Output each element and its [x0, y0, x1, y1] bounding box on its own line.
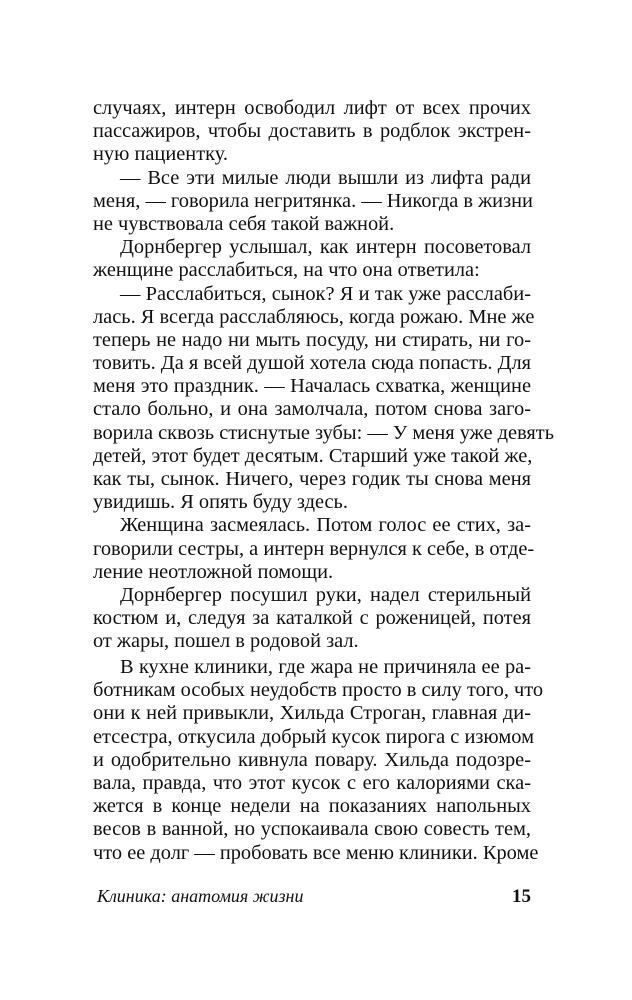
- text-line: стало больно, и она замолчала, потом снова заго-: [93, 398, 531, 421]
- text-line: они к ней привыкли, Хильда Строган, главная ди-: [93, 702, 531, 725]
- text-line: как ты, сынок. Ничего, через годик ты снова меня: [93, 468, 531, 490]
- text-line: Дорнбергер услышал, как интерн посоветовал: [120, 236, 531, 259]
- text-line: жется в конце недели на показаниях напольных: [93, 795, 531, 818]
- text-line: весов в ванной, но успокаивала свою совесть тем,: [93, 818, 531, 841]
- text-line: ную пациентку.: [93, 143, 228, 166]
- text-line: что ее долг — пробовать все меню клиники. Кроме: [93, 841, 539, 864]
- text-line: — Расслабиться, сынок? Я и так уже расслаби-: [120, 282, 531, 305]
- page-number: 15: [512, 886, 531, 907]
- text-line: меня, — говорила негритянка. — Никогда в жизни: [93, 189, 533, 212]
- text-line: лась. Я всегда расслабляюсь, когда рожаю. Мне же: [93, 305, 535, 328]
- body-text-section-1: [93, 97, 555, 654]
- text-line: Женщина засмеялась. Потом голос ее стих, за-: [120, 514, 531, 537]
- text-line: говорили сестры, а интерн вернулся к себе, в отде-: [93, 537, 535, 560]
- text-line: детей, этот будет десятым. Старший уже такой же,: [93, 444, 533, 467]
- text-line: В кухне клиники, где жара не причиняла ее ра-: [120, 656, 531, 678]
- text-line: не чувствовала себя такой важной.: [93, 212, 395, 235]
- text-line: етсестра, откусила добрый кусок пирога с изюмом: [93, 725, 534, 748]
- page-footer: [97, 886, 531, 910]
- text-line: костюм и, следуя за каталкой с роженицей, потея: [93, 607, 531, 630]
- text-line: вала, правда, что этот кусок с его калориями ска-: [93, 771, 531, 794]
- running-title: Клиника: анатомия жизни: [97, 886, 304, 906]
- text-line: ботникам особых неудобств просто в силу того, что: [93, 679, 544, 702]
- text-line: ление неотложной помощи.: [93, 560, 334, 583]
- text-line: случаях, интерн освободил лифт от всех прочих: [93, 97, 531, 119]
- text-line: теперь не надо ни мыть посуду, ни стирать, ни го-: [93, 328, 531, 351]
- text-line: Дорнбергер посушил руки, надел стерильный: [120, 583, 531, 606]
- text-line: и одобрительно кивнула повару. Хильда подозре-: [93, 748, 531, 771]
- text-line: ворила сквозь стиснутые зубы: — У меня уже девять: [93, 421, 555, 444]
- text-line: — Все эти милые люди вышли из лифта ради: [120, 166, 531, 189]
- text-line: увидишь. Я опять буду здесь.: [93, 491, 348, 514]
- text-line: женщине расслабиться, на что она ответила:: [93, 259, 480, 282]
- text-line: пассажиров, чтобы доставить в родблок экстрен-: [93, 120, 531, 143]
- body-text-section-2: [93, 656, 544, 865]
- text-line: от жары, пошел в родовой зал.: [93, 630, 359, 653]
- text-line: товить. Да я всей душой хотела сюда попасть. Для: [93, 352, 532, 375]
- text-line: меня это праздник. — Началась схватка, женщине: [93, 375, 531, 398]
